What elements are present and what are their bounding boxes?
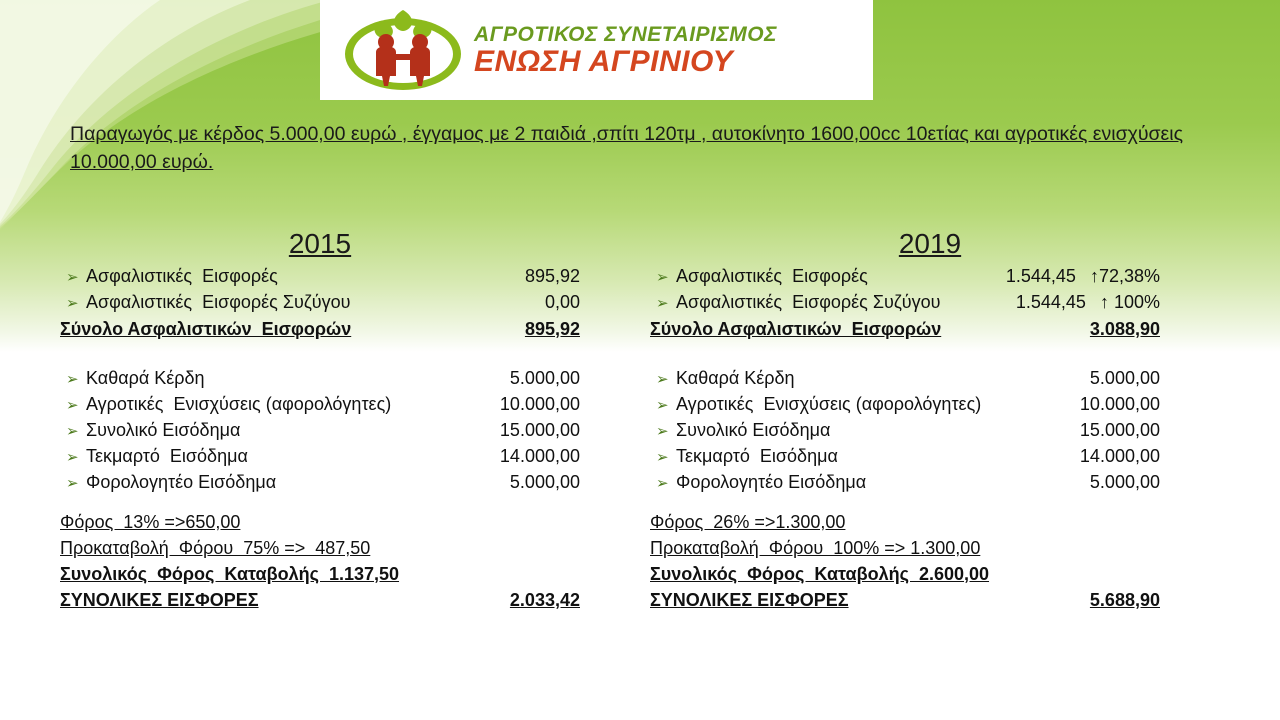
list-item	[60, 292, 580, 318]
row-value: 10.000,00	[1079, 394, 1160, 414]
list-item	[650, 394, 1160, 420]
list-item	[650, 420, 1160, 446]
chevron-bullet-icon: ➢	[656, 295, 669, 312]
chevron-bullet-icon: ➢	[656, 269, 669, 286]
total-value: 3.088,90	[1089, 319, 1160, 339]
two-farmers-plant-logo-icon	[338, 6, 468, 94]
tax-prepayment-line: Προκαταβολή Φόρου 100% => 1.300,00	[650, 538, 981, 558]
chevron-bullet-icon: ➢	[656, 423, 669, 440]
list-item	[650, 446, 1160, 472]
tax-line: Φόρος 26% =>1.300,00	[650, 512, 846, 532]
income-section-2019	[650, 368, 1160, 498]
income-section-2015	[60, 368, 580, 498]
chevron-bullet-icon: ➢	[66, 423, 79, 440]
total-label: Σύνολο Ασφαλιστικών Εισφορών	[650, 319, 942, 339]
insurance-section-2015	[60, 266, 580, 346]
grand-total-2019	[650, 590, 1160, 616]
row-label: Συνολικό Εισόδημα	[676, 420, 831, 440]
logo-line-2: ΕΝΩΣΗ ΑΓΡΙΝΙΟΥ	[474, 44, 734, 78]
insurance-section-2019	[650, 266, 1160, 346]
list-item	[60, 446, 580, 472]
logo-wordmark	[474, 24, 777, 77]
row-value: 5.000,00	[509, 368, 580, 388]
year-heading-2019: 2019	[898, 228, 962, 259]
chevron-bullet-icon: ➢	[656, 475, 669, 492]
row-value: 895,92	[524, 266, 580, 286]
list-item	[650, 368, 1160, 394]
logo-container	[320, 0, 873, 100]
row-value: 5.000,00	[1089, 368, 1160, 388]
list-item	[60, 420, 580, 446]
tax-section-2019	[650, 512, 1160, 616]
row-value: 5.000,00	[509, 472, 580, 492]
total-label: Σύνολο Ασφαλιστικών Εισφορών	[60, 319, 352, 339]
grand-total-value: 2.033,42	[509, 590, 580, 610]
row-label: Συνολικό Εισόδημα	[86, 420, 241, 440]
row-label: Ασφαλιστικές Εισφορές Συζύγου	[676, 292, 941, 312]
row-label: Αγροτικές Ενισχύσεις (αφορολόγητες)	[86, 394, 392, 414]
insurance-total-2015	[60, 319, 580, 346]
row-value: 1.544,45	[1005, 266, 1076, 286]
row-change: ↑ 100%	[1099, 292, 1160, 312]
tax-prepayment-line: Προκαταβολή Φόρου 75% => 487,50	[60, 538, 371, 558]
tax-line: Φόρος 13% =>650,00	[60, 512, 241, 532]
row-value: 15.000,00	[499, 420, 580, 440]
chevron-bullet-icon: ➢	[656, 371, 669, 388]
row-label: Ασφαλιστικές Εισφορές Συζύγου	[86, 292, 351, 312]
list-item	[60, 472, 580, 498]
grand-total-label: ΣΥΝΟΛΙΚΕΣ ΕΙΣΦΟΡΕΣ	[650, 590, 849, 610]
row-label: Τεκμαρτό Εισόδημα	[86, 446, 248, 466]
insurance-total-2019	[650, 319, 1160, 346]
row-label: Τεκμαρτό Εισόδημα	[676, 446, 838, 466]
chevron-bullet-icon: ➢	[66, 295, 79, 312]
intro-paragraph	[70, 120, 1210, 177]
list-item	[60, 394, 580, 420]
chevron-bullet-icon: ➢	[66, 397, 79, 414]
chevron-bullet-icon: ➢	[656, 449, 669, 466]
row-label: Φορολογητέο Εισόδημα	[676, 472, 867, 492]
tax-section-2015	[60, 512, 580, 616]
chevron-bullet-icon: ➢	[656, 397, 669, 414]
column-2019	[650, 228, 1210, 616]
row-value: 10.000,00	[499, 394, 580, 414]
list-item	[60, 368, 580, 394]
list-item	[650, 266, 1160, 292]
total-value: 895,92	[524, 319, 580, 339]
grand-total-2015	[60, 590, 580, 616]
list-item	[650, 292, 1160, 318]
column-2015	[60, 228, 620, 616]
row-value: 5.000,00	[1089, 472, 1160, 492]
tax-total-line: Συνολικός Φόρος Καταβολής 1.137,50	[60, 564, 400, 584]
row-label: Ασφαλιστικές Εισφορές	[676, 266, 868, 286]
tax-total-line: Συνολικός Φόρος Καταβολής 2.600,00	[650, 564, 990, 584]
chevron-bullet-icon: ➢	[66, 371, 79, 388]
chevron-bullet-icon: ➢	[66, 475, 79, 492]
grand-total-value: 5.688,90	[1089, 590, 1160, 610]
grand-total-label: ΣΥΝΟΛΙΚΕΣ ΕΙΣΦΟΡΕΣ	[60, 590, 259, 610]
row-label: Φορολογητέο Εισόδημα	[86, 472, 277, 492]
row-label: Ασφαλιστικές Εισφορές	[86, 266, 278, 286]
row-value: 15.000,00	[1079, 420, 1160, 440]
row-value: 1.544,45	[1015, 292, 1086, 312]
intro-text: Παραγωγός με κέρδος 5.000,00 ευρώ , έγγαμος με 2 παιδιά ,σπίτι 120τμ , αυτοκίνητο 1600,00cc 10ετίας και αγροτικές ενισχύσεις 10.000,00 ευρώ.	[70, 123, 1183, 174]
row-value: 14.000,00	[499, 446, 580, 466]
list-item	[650, 472, 1160, 498]
row-label: Καθαρά Κέρδη	[676, 368, 795, 388]
logo-line-1: ΑΓΡΟΤΙΚΟΣ ΣΥΝΕΤΑΙΡΙΣΜΟΣ	[474, 22, 778, 46]
row-value: 0,00	[544, 292, 580, 312]
row-label: Καθαρά Κέρδη	[86, 368, 205, 388]
list-item	[60, 266, 580, 292]
row-value: 14.000,00	[1079, 446, 1160, 466]
row-change: ↑72,38%	[1089, 266, 1160, 286]
chevron-bullet-icon: ➢	[66, 449, 79, 466]
year-heading-2015: 2015	[288, 228, 352, 259]
row-label: Αγροτικές Ενισχύσεις (αφορολόγητες)	[676, 394, 982, 414]
chevron-bullet-icon: ➢	[66, 269, 79, 286]
